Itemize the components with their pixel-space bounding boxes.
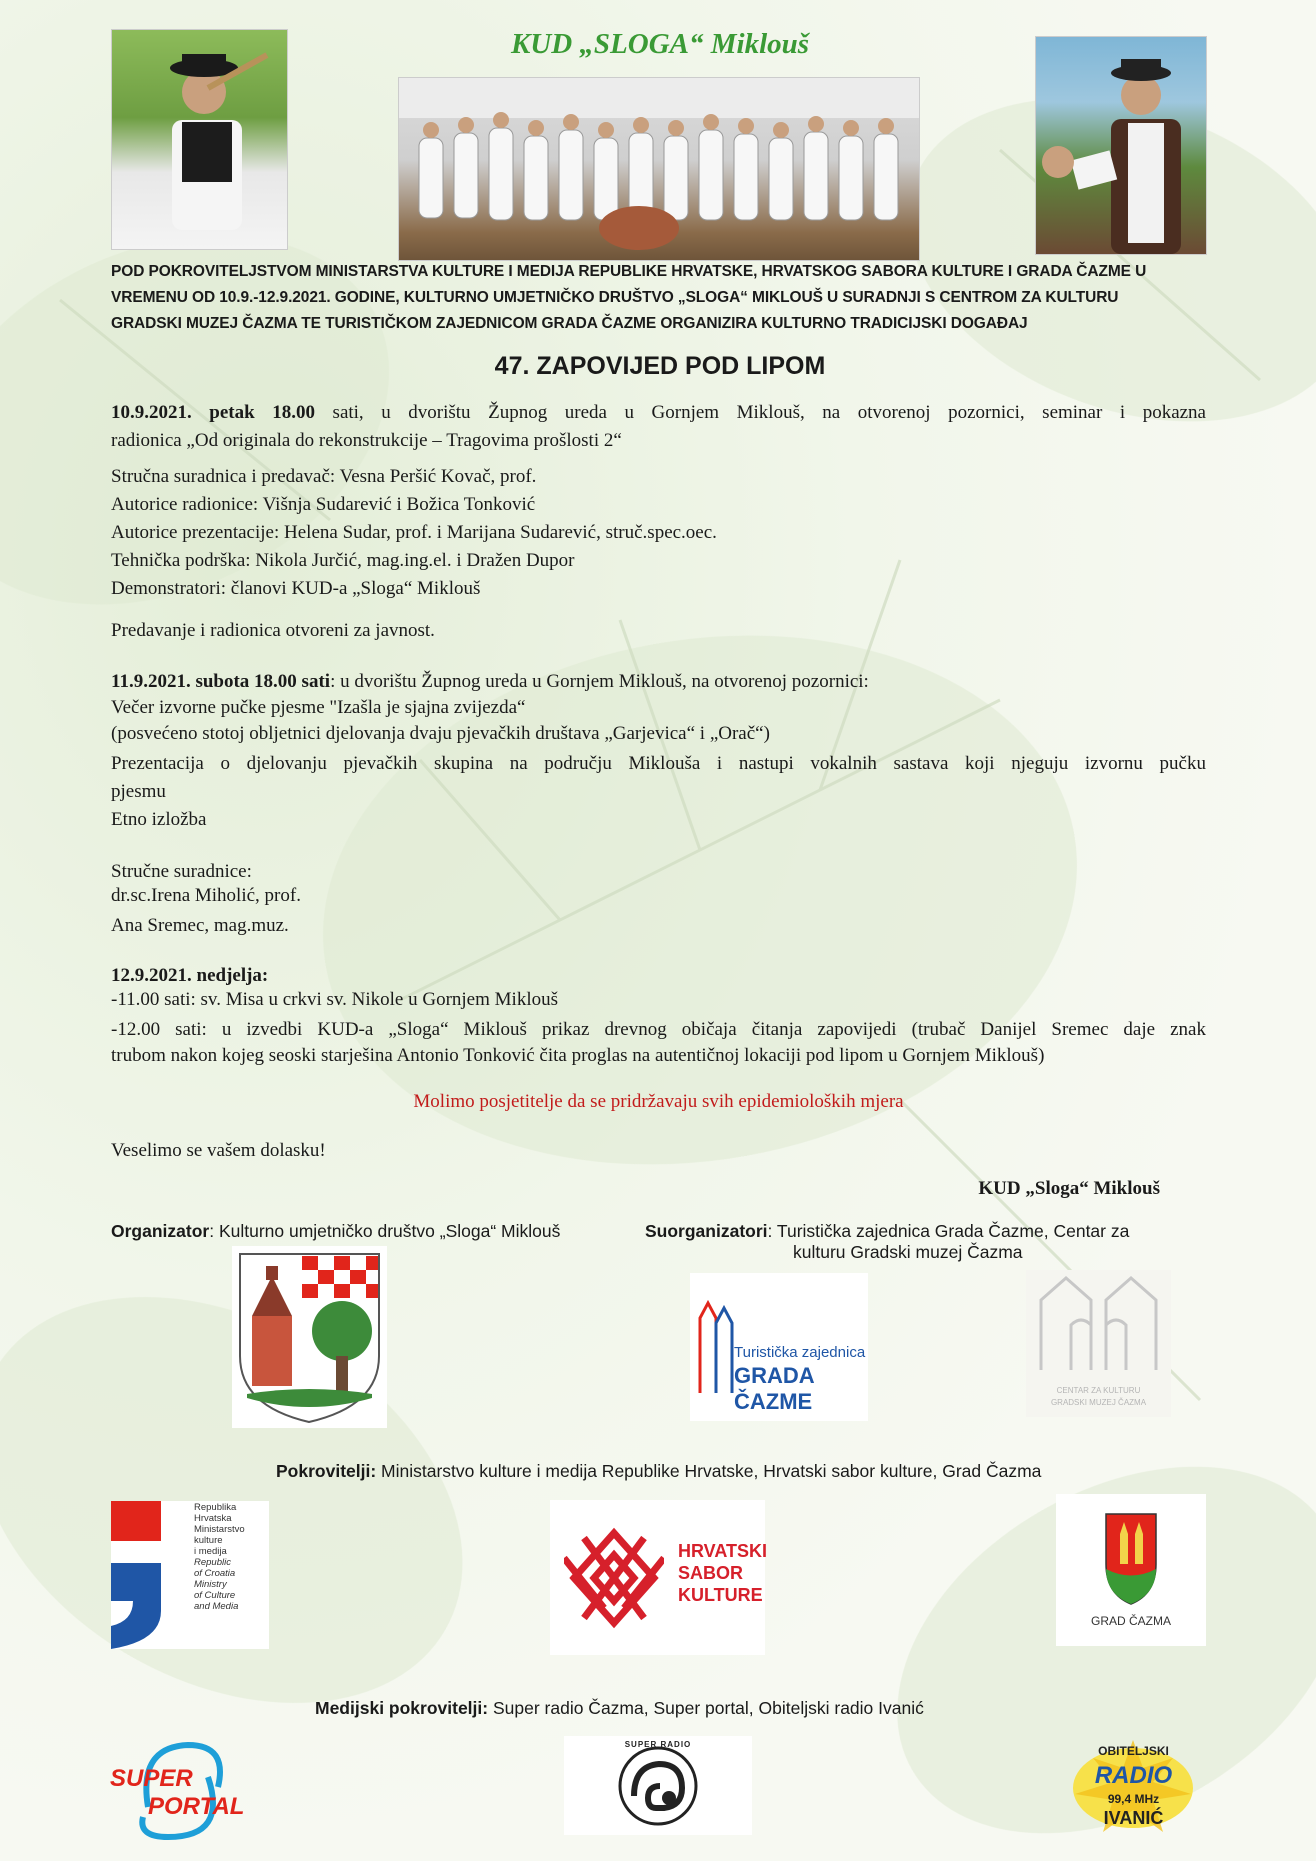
ministry-line: kulture xyxy=(194,1535,223,1546)
grad-cazma-text: GRAD ČAZMA xyxy=(1090,1614,1171,1628)
patrons-label: Pokrovitelji: xyxy=(276,1461,377,1481)
intro-line: POD POKROVITELJSTVOM MINISTARSTVA KULTURE I MEDIJA REPUBLIKE HRVATSKE, HRVATSKOG SABORA KULTURE I GRADA ČAZME U xyxy=(111,263,1147,280)
credit-line: Demonstratori: članovi KUD-a „Sloga“ Miklouš xyxy=(111,578,481,599)
super-portal-text-2: PORTAL xyxy=(148,1793,245,1820)
tz-line2: GRADA ČAZME xyxy=(734,1363,814,1414)
day1-date: 10.9.2021. petak 18.00 xyxy=(111,402,315,423)
intro-paragraph xyxy=(111,259,1211,337)
intro-line: VREMENU OD 10.9.-12.9.2021. GODINE, KULTURNO UMJETNIČKO DRUŠTVO „SLOGA“ MIKLOUŠ U SURADNJI S CENTROM ZA KULTURU xyxy=(111,289,1119,306)
ministry-text xyxy=(194,1502,245,1612)
photo-group-stage xyxy=(398,77,920,261)
day2-expert: Ana Sremec, mag.muz. xyxy=(111,915,289,936)
day1-note: Predavanje i radionica otvoreni za javnost. xyxy=(111,620,435,641)
day3-ceremony: -12.00 sati: u izvedbi KUD-a „Sloga“ Miklouš prikaz drevnog običaja čitanja zapovijedi (trubač Danijel Sremec daje znak xyxy=(111,1019,1206,1040)
patrons-text: Ministarstvo kulture i medija Republike Hrvatske, Hrvatski sabor kulture, Grad Čazma xyxy=(376,1461,1042,1481)
organizer-text: : Kulturno umjetničko društvo „Sloga“ Miklouš xyxy=(209,1221,561,1241)
day2-exhibition: Etno izložba xyxy=(111,809,207,830)
super-portal-logo xyxy=(108,1737,253,1842)
signature: KUD „Sloga“ Miklouš xyxy=(978,1178,1160,1199)
credit-line: Autorice prezentacije: Helena Sudar, prof. i Marijana Sudarević, struč.spec.oec. xyxy=(111,522,717,543)
ministry-line: Republika xyxy=(194,1502,237,1513)
day3-mass: -11.00 sati: sv. Misa u crkvi sv. Nikole u Gornjem Miklouš xyxy=(111,989,558,1010)
day2-date: 11.9.2021. subota 18.00 sati xyxy=(111,671,331,692)
photo-village-elder xyxy=(1035,36,1207,255)
hsk-line: KULTURE xyxy=(678,1585,763,1605)
ministry-line-en: and Media xyxy=(194,1601,239,1612)
coorganizer-text: : Turistička zajednica Grada Čazme, Centar za xyxy=(767,1221,1130,1241)
day2-presentation: Prezentacija o djelovanju pjevačkih skupina na području Miklouša i nastupi vokalnih sastava koji njeguju izvornu pučku xyxy=(111,753,1206,774)
day3-date-text: 12.9.2021. nedjelja: xyxy=(111,965,269,986)
obiteljski-radio-ivanic-logo xyxy=(1061,1738,1206,1838)
super-radio-logo xyxy=(564,1736,752,1835)
day2-evening: Večer izvorne pučke pjesme "Izašla je sjajna zvijezda“ xyxy=(111,697,526,718)
event-title: 47. ZAPOVIJED POD LIPOM xyxy=(494,352,826,380)
obit-mid-text: RADIO xyxy=(1094,1762,1173,1789)
day2-dedication: (posvećeno stotoj obljetnici djelovanja dvaju pjevačkih društava „Garjevica“ i „Orač“) xyxy=(111,723,770,744)
day1-credits xyxy=(111,463,1206,603)
coorganizer-label: Suorganizatori xyxy=(645,1221,768,1241)
tz-line1: Turistička zajednica xyxy=(734,1344,866,1361)
hsk-line: SABOR xyxy=(678,1563,744,1583)
credit-line: Tehnička podrška: Nikola Jurčić, mag.ing.el. i Dražen Dupor xyxy=(111,550,575,571)
obit-freq-text: 99,4 MHz xyxy=(1107,1792,1160,1806)
day1-line2: radionica „Od originala do rekonstrukcije – Tragovima prošlosti 2“ xyxy=(111,430,622,451)
day2-presentation-cont: pjesmu xyxy=(111,781,166,802)
grad-cazma-logo xyxy=(1056,1494,1206,1646)
centar-za-kulturu-logo xyxy=(1026,1270,1171,1417)
day1-line1 xyxy=(111,399,1206,427)
miklous-coat-of-arms-logo xyxy=(232,1246,387,1428)
obit-bottom-text: IVANIĆ xyxy=(1103,1808,1164,1828)
centar-line1: CENTAR ZA KULTURU xyxy=(1056,1386,1141,1395)
intro-line: GRADSKI MUZEJ ČAZMA TE TURISTIČKOM ZAJEDNICOM GRADA ČAZME ORGANIZIRA KULTURNO TRADICIJSKI DOGAĐAJ xyxy=(111,315,1028,332)
photo-trumpeter xyxy=(111,29,288,250)
credit-line: Autorice radionice: Višnja Sudarević i Božica Tonković xyxy=(111,494,536,515)
day1-lead-text: sati, u dvorištu Župnog ureda u Gornjem Miklouš, na otvorenoj pozornici, seminar i pokazna xyxy=(315,402,1206,423)
hsk-line: HRVATSKI xyxy=(678,1541,768,1561)
media-text: Super radio Čazma, Super portal, Obiteljski radio Ivanić xyxy=(488,1698,924,1718)
coorganizer-line xyxy=(645,1220,1205,1242)
ministry-line: Ministarstvo xyxy=(194,1524,245,1535)
ministry-line-en: of Culture xyxy=(194,1590,236,1601)
epidemiological-notice: Molimo posjetitelje da se pridržavaju svih epidemioloških mjera xyxy=(413,1091,904,1112)
patrons-line xyxy=(276,1460,1216,1482)
welcome-text: Veselimo se vašem dolasku! xyxy=(111,1140,326,1161)
hrvatski-sabor-kulture-logo xyxy=(550,1500,768,1655)
super-radio-text: SUPER RADIO xyxy=(624,1740,692,1749)
media-patrons-line xyxy=(315,1697,1215,1719)
organizer-line xyxy=(111,1220,651,1242)
centar-line2: GRADSKI MUZEJ ČAZMA xyxy=(1050,1398,1147,1407)
tz-grada-cazme-logo xyxy=(690,1273,868,1421)
credit-line: Stručna suradnica i predavač: Vesna Peršić Kovač, prof. xyxy=(111,466,537,487)
obit-top-text: OBITELJSKI xyxy=(1098,1744,1169,1758)
ministry-line-en: Republic xyxy=(194,1557,231,1568)
ministry-line: Hrvatska xyxy=(194,1513,232,1524)
day2-line1 xyxy=(111,668,1206,696)
ministry-line: i medija xyxy=(194,1546,227,1557)
coorganizer-line-2: kulturu Gradski muzej Čazma xyxy=(793,1242,1023,1262)
day2-lead-text: : u dvorištu Župnog ureda u Gornjem Miklouš, na otvorenoj pozornici: xyxy=(330,671,869,692)
ministry-of-culture-logo xyxy=(111,1501,269,1649)
ministry-line-en: Ministry xyxy=(194,1579,227,1590)
hsk-text xyxy=(678,1540,767,1606)
super-portal-text-1: SUPER xyxy=(110,1765,193,1792)
media-label: Medijski pokrovitelji: xyxy=(315,1698,489,1718)
day2-expert: dr.sc.Irena Miholić, prof. xyxy=(111,885,301,906)
day2-experts-label: Stručne suradnice: xyxy=(111,861,252,882)
ministry-line-en: of Croatia xyxy=(194,1568,236,1579)
organizer-label: Organizator xyxy=(111,1221,210,1241)
day3-ceremony-cont: trubom nakon kojeg seoski starješina Antonio Tonković čita proglas na autentičnoj lokaciji pod lipom u Gornjem Miklouš) xyxy=(111,1045,1045,1066)
page-title: KUD „SLOGA“ Miklouš xyxy=(510,28,810,60)
